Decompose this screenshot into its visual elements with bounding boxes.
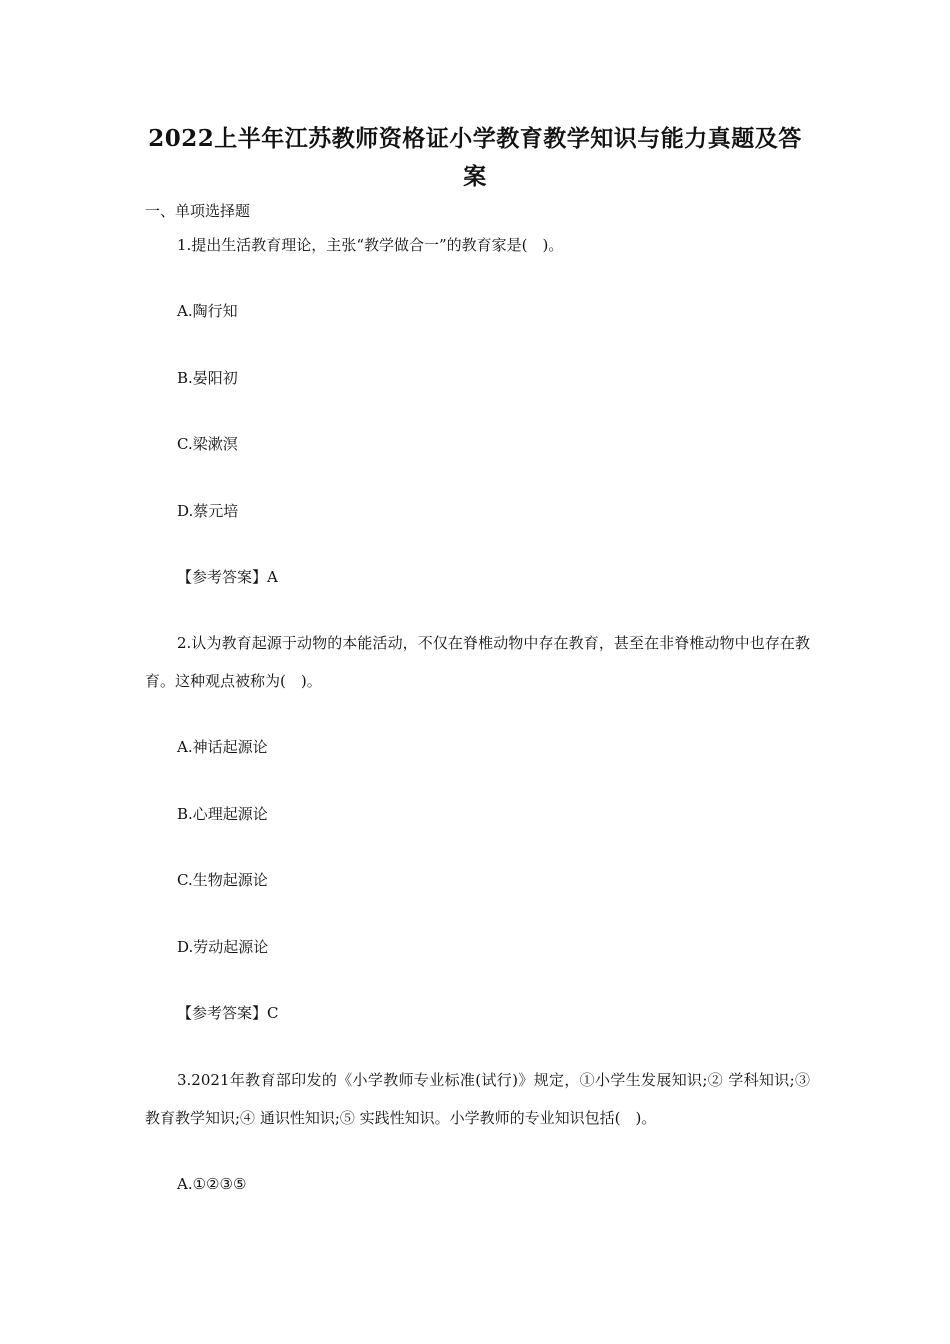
question-2-stem: 2.认为教育起源于动物的本能活动，不仅在脊椎动物中存在教育，甚至在非脊椎动物中也存在教育。这种观点被称为( )。 xyxy=(145,634,810,690)
question-3-stem: 3.2021年教育部印发的《小学教师专业标准(试行)》规定，①小学生发展知识;② 学科知识;③ 教育教学知识;④ 通识性知识;⑤ 实践性知识。小学教师的专业知识包括( )。 xyxy=(145,1071,810,1127)
question-2-answer: 【参考答案】C xyxy=(177,1004,279,1022)
document-title: 2022上半年江苏教师资格证小学教育教学知识与能力真题及答案 xyxy=(148,125,802,190)
section-heading: 一、单项选择题 xyxy=(145,202,251,220)
question-2-option-d: D.劳动起源论 xyxy=(177,938,269,956)
question-2-option-b: B.心理起源论 xyxy=(177,805,268,823)
question-1-option-d: D.蔡元培 xyxy=(177,502,239,520)
question-2-option-c: C.生物起源论 xyxy=(177,871,268,889)
question-1-stem: 1.提出生活教育理论，主张“教学做合一”的教育家是( )。 xyxy=(177,236,564,254)
question-1-option-b: B.晏阳初 xyxy=(177,369,238,387)
question-3-option-a: A.①②③⑤ xyxy=(177,1175,247,1193)
question-1-option-c: C.梁漱溟 xyxy=(177,435,238,453)
question-1-option-a: A.陶行知 xyxy=(177,302,238,320)
question-1-answer: 【参考答案】A xyxy=(177,568,278,586)
question-2-option-a: A.神话起源论 xyxy=(177,738,268,756)
